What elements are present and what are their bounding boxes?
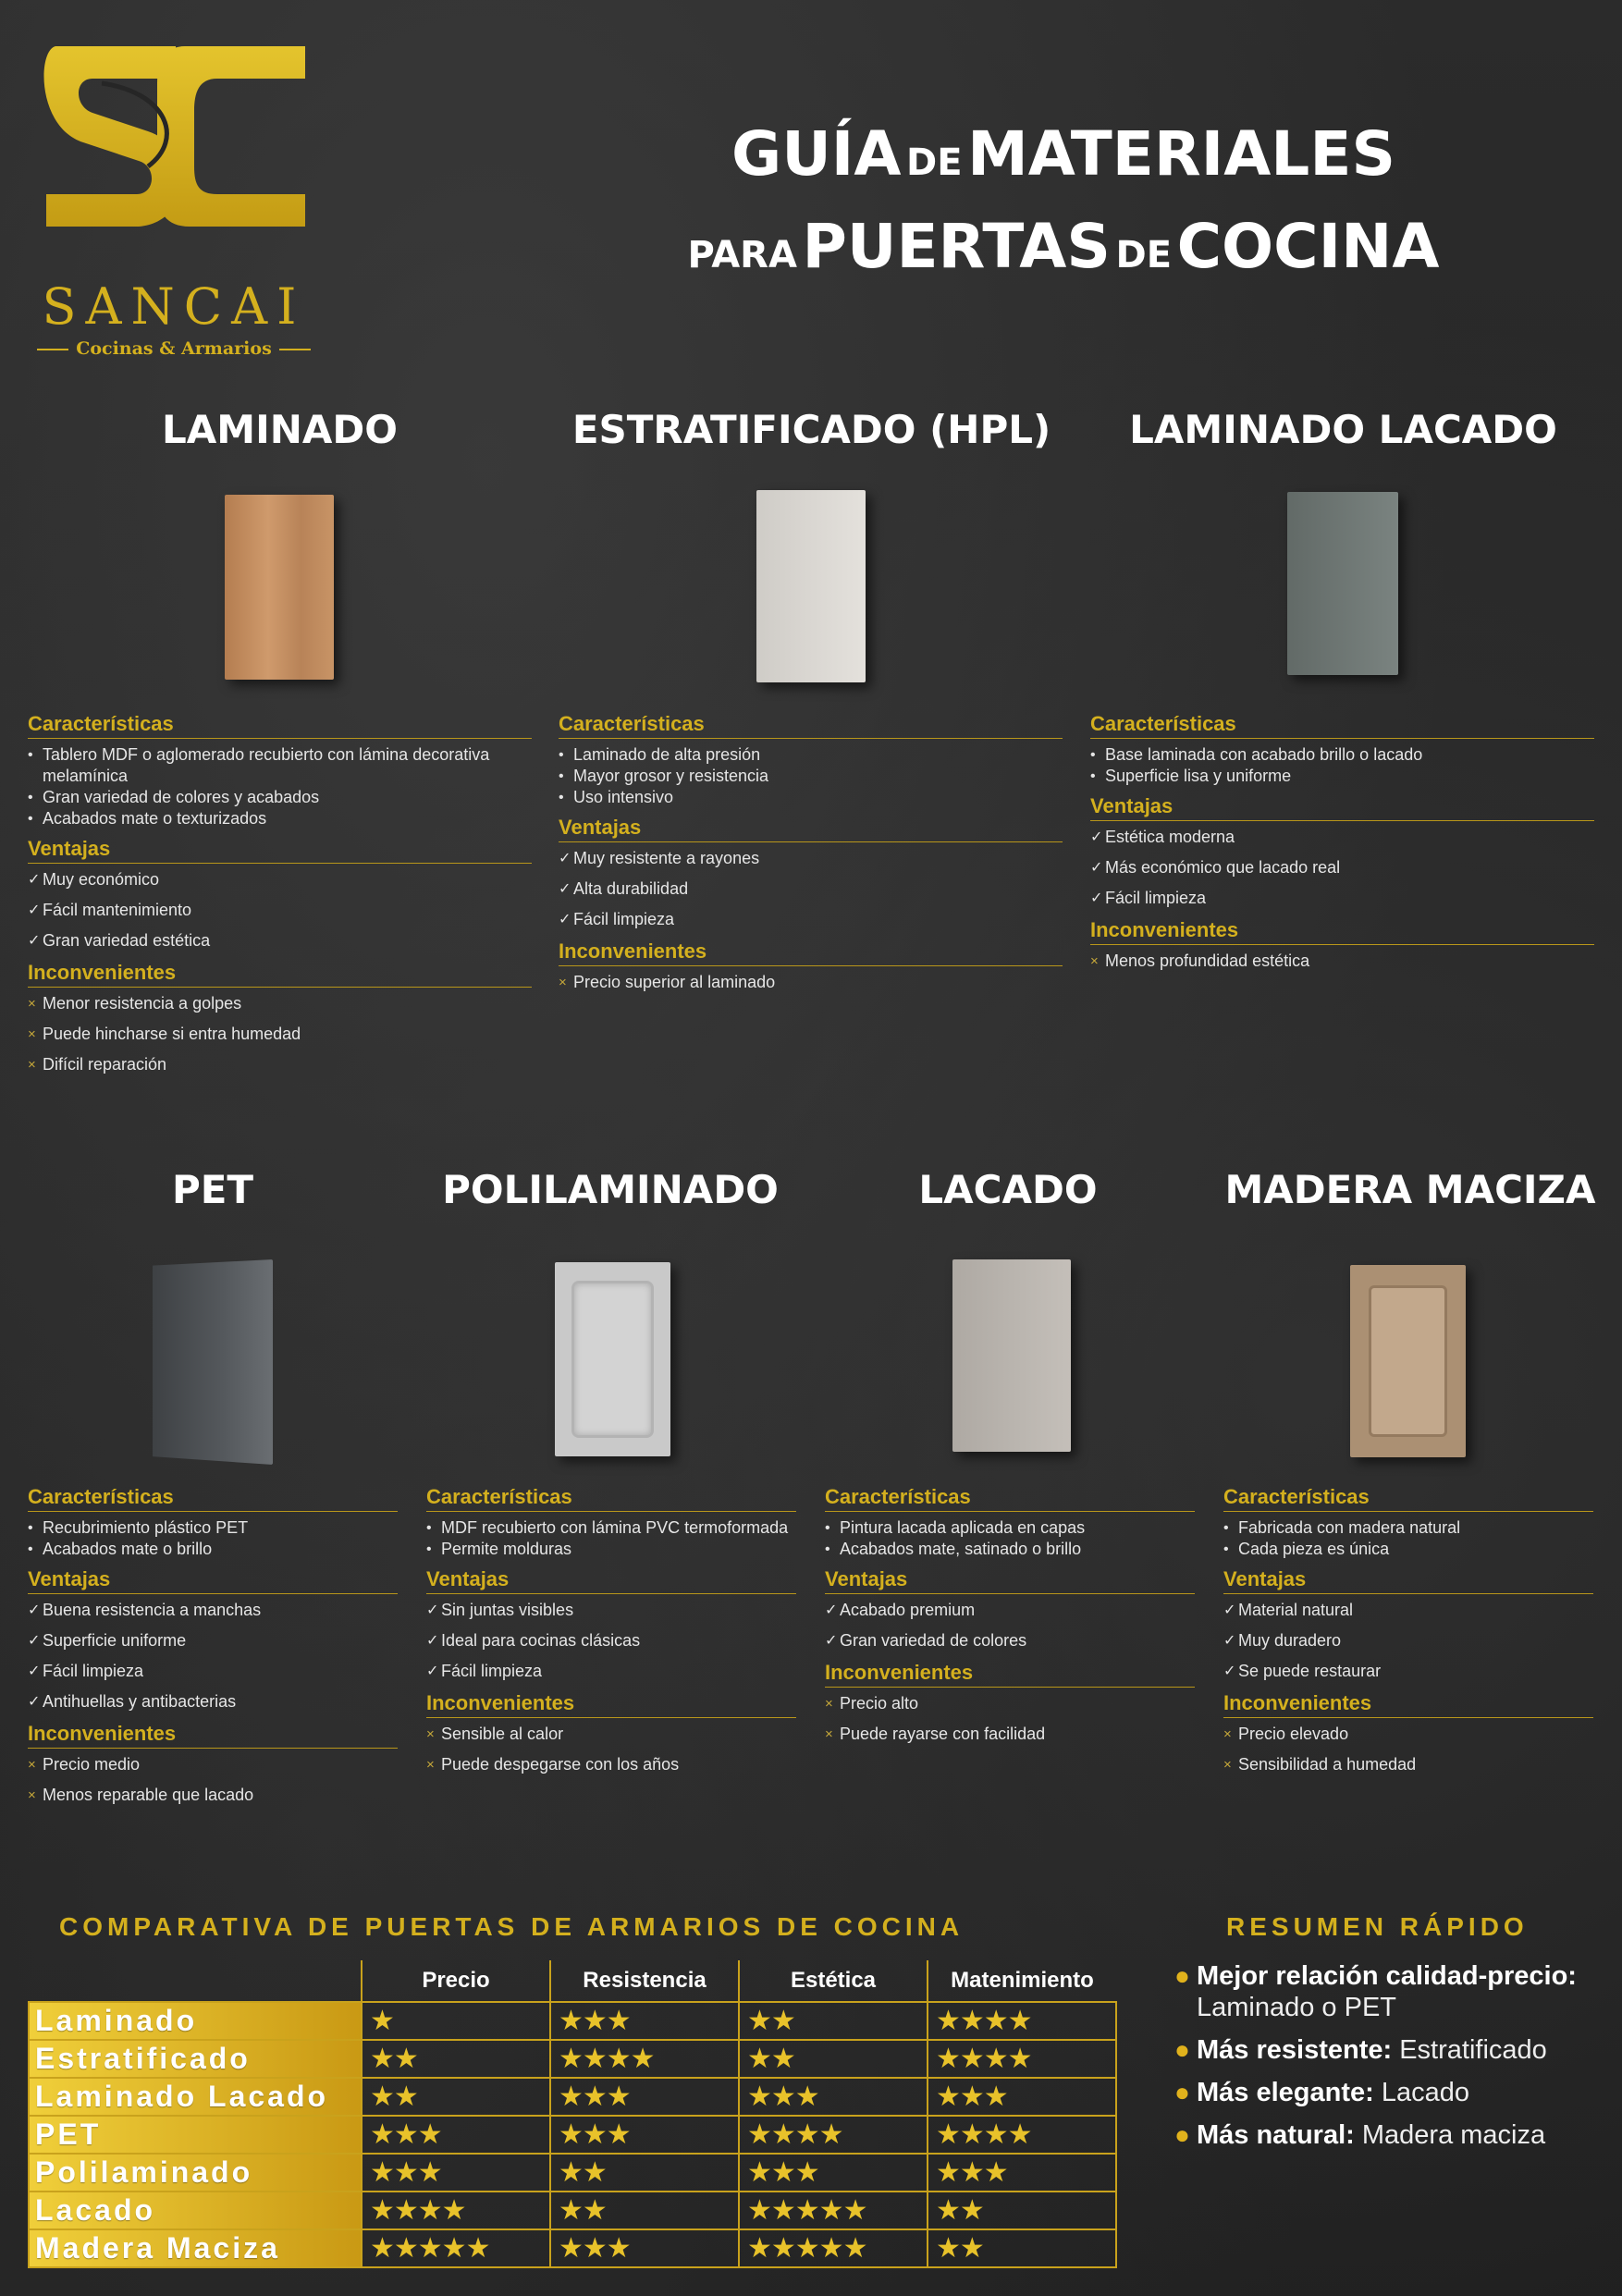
page-title: GUÍA DE MATERIALES: [731, 118, 1395, 190]
material-block-estratificado: Características • Laminado de alta presión • Mayor grosor y resistencia • Uso intensivo Ventajas ✓ Muy resistente a rayones ✓ Alta durabilidad ✓ Fácil limpieza Inconvenientes × Precio superior al laminado: [559, 705, 1063, 1002]
section-inconvenientes: Inconvenientes: [28, 1722, 398, 1749]
section-caracteristicas: Características: [28, 1485, 398, 1512]
ventaja-item: Fácil limpieza: [573, 910, 675, 928]
summary-list: [1174, 1960, 1609, 2162]
check-icon: ✓: [426, 1633, 439, 1649]
ventaja-item: Acabado premium: [840, 1601, 976, 1619]
row-material-name: PET: [29, 2116, 362, 2154]
ventaja-item: Gran variedad estética: [43, 931, 211, 950]
sancai-logo-mark: [37, 28, 314, 245]
check-icon: ✓: [28, 872, 41, 888]
check-icon: ✓: [1223, 1602, 1236, 1618]
star-rating: ★★: [362, 2040, 550, 2078]
row-material-name: Polilaminado: [29, 2154, 362, 2192]
ventaja-item: Buena resistencia a manchas: [43, 1601, 262, 1619]
inconveniente-item: Menos profundidad estética: [1105, 952, 1310, 970]
cross-icon: ×: [825, 1696, 833, 1712]
ventaja-item: Más económico que lacado real: [1105, 858, 1341, 877]
door-panel-molding: [571, 1281, 654, 1438]
table-corner: [29, 1960, 362, 2002]
table-row: [29, 2154, 1116, 2192]
column-header: Matenimiento: [928, 1960, 1116, 2002]
ventaja-item: Ideal para cocinas clásicas: [441, 1631, 641, 1650]
bullet-icon: ●: [1174, 2035, 1190, 2064]
check-icon: ✓: [559, 881, 571, 897]
ventaja-item: Sin juntas visibles: [441, 1601, 574, 1619]
section-caracteristicas: Características: [825, 1485, 1195, 1512]
section-ventajas: Ventajas: [559, 816, 1063, 842]
check-icon: ✓: [28, 933, 41, 949]
check-icon: ✓: [28, 1633, 41, 1649]
cross-icon: ×: [1223, 1726, 1232, 1742]
material-title-laminado-lacado: LAMINADO LACADO: [1129, 407, 1557, 452]
star-rating: ★★★★: [550, 2040, 739, 2078]
section-ventajas: Ventajas: [426, 1567, 796, 1594]
caracteristica-item: Pintura lacada aplicada en capas: [840, 1518, 1086, 1537]
table-row: [29, 2040, 1116, 2078]
star-rating: ★★★: [550, 2078, 739, 2116]
material-block-polilaminado: Características • MDF recubierto con lámina PVC termoformada • Permite molduras Ventajas ✓ Sin juntas visibles ✓ Ideal para cocinas clásicas ✓ Fácil limpieza Inconvenientes × Sensible al calor × Puede despegarse con los años: [426, 1478, 796, 1785]
star-rating: ★★★★: [739, 2116, 928, 2154]
column-header: Precio: [362, 1960, 550, 2002]
inconveniente-item: Sensibilidad a humedad: [1238, 1755, 1417, 1774]
star-rating: ★★: [362, 2078, 550, 2116]
inconveniente-item: Puede rayarse con facilidad: [840, 1725, 1046, 1743]
star-rating: ★★★★★: [739, 2192, 928, 2229]
caracteristica-item: Superficie lisa y uniforme: [1105, 767, 1292, 785]
door-pet: [153, 1259, 273, 1465]
ventaja-item: Muy duradero: [1238, 1631, 1342, 1650]
summary-item: ● Más resistente: Estratificado: [1174, 2035, 1547, 2065]
row-material-name: Lacado: [29, 2192, 362, 2229]
material-block-laminado: Características • Tablero MDF o aglomerado recubierto con lámina decorativa melamínica • Gran variedad de colores y acabados • Acabados mate o texturizados Ventajas ✓ Muy económico ✓ Fácil mantenimiento ✓ Gran variedad estética Inconvenientes × Menor resistencia a golpes × Puede hincharse si entra humedad × Difícil reparación: [28, 705, 532, 1085]
door-panel-molding: [1369, 1285, 1447, 1437]
inconveniente-item: Sensible al calor: [441, 1725, 564, 1743]
ventaja-item: Material natural: [1238, 1601, 1354, 1619]
inconveniente-item: Menos reparable que lacado: [43, 1786, 254, 1804]
check-icon: ✓: [426, 1664, 439, 1679]
table-row: [29, 2192, 1116, 2229]
inconveniente-item: Precio alto: [840, 1694, 919, 1713]
cross-icon: ×: [1090, 953, 1099, 969]
check-icon: ✓: [28, 1694, 41, 1710]
caracteristica-item: Recubrimiento plástico PET: [43, 1518, 249, 1537]
comparison-table: [28, 1960, 1117, 2268]
caracteristica-item: Uso intensivo: [573, 788, 674, 806]
door-madera-maciza: [1350, 1265, 1466, 1457]
cross-icon: ×: [1223, 1757, 1232, 1773]
row-material-name: Madera Maciza: [29, 2229, 362, 2267]
ventaja-item: Fácil limpieza: [1105, 889, 1207, 907]
ventaja-item: Superficie uniforme: [43, 1631, 187, 1650]
material-title-madera-maciza: MADERA MACIZA: [1224, 1167, 1596, 1212]
cross-icon: ×: [426, 1757, 435, 1773]
table-row: [29, 2116, 1116, 2154]
inconveniente-item: Precio medio: [43, 1755, 141, 1774]
brand-name: SANCAI: [42, 277, 306, 336]
section-caracteristicas: Características: [426, 1485, 796, 1512]
star-rating: ★★★★: [362, 2192, 550, 2229]
caracteristica-item: Gran variedad de colores y acabados: [43, 788, 320, 806]
star-rating: ★★★: [739, 2078, 928, 2116]
star-rating: ★: [362, 2002, 550, 2040]
inconveniente-item: Difícil reparación: [43, 1055, 167, 1074]
material-title-laminado: LAMINADO: [162, 407, 398, 452]
material-title-pet: PET: [171, 1167, 254, 1212]
star-rating: ★★★★: [928, 2116, 1116, 2154]
ventaja-item: Muy económico: [43, 870, 160, 889]
cross-icon: ×: [28, 1757, 36, 1773]
star-rating: ★★★★: [928, 2040, 1116, 2078]
star-rating: ★★★: [362, 2116, 550, 2154]
cross-icon: ×: [559, 975, 567, 990]
material-title-lacado: LACADO: [918, 1167, 1098, 1212]
check-icon: ✓: [1090, 890, 1103, 906]
star-rating: ★★★: [739, 2154, 928, 2192]
check-icon: ✓: [825, 1633, 838, 1649]
bullet-icon: ●: [1174, 1961, 1190, 1990]
star-rating: ★★: [928, 2192, 1116, 2229]
star-rating: ★★★: [550, 2229, 739, 2267]
comparison-title: COMPARATIVA DE PUERTAS DE ARMARIOS DE COCINA: [59, 1912, 965, 1941]
check-icon: ✓: [1223, 1664, 1236, 1679]
summary-title: RESUMEN RÁPIDO: [1226, 1912, 1529, 1941]
star-rating: ★★: [550, 2154, 739, 2192]
material-block-lacado: Características • Pintura lacada aplicada en capas • Acabados mate, satinado o brillo Ventajas ✓ Acabado premium ✓ Gran variedad de colores Inconvenientes × Precio alto × Puede rayarse con facilidad: [825, 1478, 1195, 1754]
section-inconvenientes: Inconvenientes: [28, 961, 532, 988]
column-header: Resistencia: [550, 1960, 739, 2002]
bullet-icon: ●: [1174, 2120, 1190, 2149]
ventaja-item: Muy resistente a rayones: [573, 849, 760, 867]
star-rating: ★★★★★: [362, 2229, 550, 2267]
star-rating: ★★★★★: [739, 2229, 928, 2267]
check-icon: ✓: [28, 1602, 41, 1618]
material-title-estratificado: ESTRATIFICADO (HPL): [571, 407, 1051, 452]
star-rating: ★★★: [362, 2154, 550, 2192]
star-rating: ★★: [550, 2192, 739, 2229]
column-header: Estética: [739, 1960, 928, 2002]
cross-icon: ×: [28, 1057, 36, 1073]
inconveniente-item: Precio elevado: [1238, 1725, 1349, 1743]
section-caracteristicas: Características: [28, 712, 532, 739]
cross-icon: ×: [825, 1726, 833, 1742]
caracteristica-item: Mayor grosor y resistencia: [573, 767, 769, 785]
summary-item: ● Más natural: Madera maciza: [1174, 2120, 1546, 2150]
check-icon: ✓: [1090, 860, 1103, 876]
ventaja-item: Alta durabilidad: [573, 879, 689, 898]
check-icon: ✓: [28, 902, 41, 918]
caracteristica-item: Acabados mate, satinado o brillo: [840, 1540, 1082, 1558]
caracteristica-item: MDF recubierto con lámina PVC termoformada: [441, 1518, 789, 1537]
cross-icon: ×: [426, 1726, 435, 1742]
section-caracteristicas: Características: [1223, 1485, 1593, 1512]
inconveniente-item: Puede despegarse con los años: [441, 1755, 680, 1774]
star-rating: ★★★: [550, 2116, 739, 2154]
check-icon: ✓: [559, 851, 571, 866]
star-rating: ★★: [928, 2229, 1116, 2267]
star-rating: ★★★: [550, 2002, 739, 2040]
summary-item: ● Mejor relación calidad-precio: Laminado o PET: [1174, 1961, 1577, 2022]
caracteristica-item: Tablero MDF o aglomerado recubierto con lámina decorativa melamínica: [43, 745, 490, 785]
caracteristica-item: Laminado de alta presión: [573, 745, 761, 764]
door-laminado-lacado: [1287, 492, 1398, 675]
inconveniente-item: Puede hincharse si entra humedad: [43, 1025, 301, 1043]
door-laminado: [225, 495, 334, 680]
cross-icon: ×: [28, 1787, 36, 1803]
table-row: [29, 2078, 1116, 2116]
check-icon: ✓: [28, 1664, 41, 1679]
star-rating: ★★★: [928, 2078, 1116, 2116]
inconveniente-item: Menor resistencia a golpes: [43, 994, 242, 1013]
section-ventajas: Ventajas: [28, 837, 532, 864]
ventaja-item: Fácil mantenimiento: [43, 901, 192, 919]
section-inconvenientes: Inconvenientes: [426, 1691, 796, 1718]
page-title-line2: PARA PUERTAS DE COCINA: [687, 211, 1440, 282]
section-inconvenientes: Inconvenientes: [1090, 918, 1594, 945]
caracteristica-item: Acabados mate o brillo: [43, 1540, 213, 1558]
cross-icon: ×: [28, 1026, 36, 1042]
door-estratificado: [756, 490, 866, 682]
section-inconvenientes: Inconvenientes: [1223, 1691, 1593, 1718]
caracteristica-item: Base laminada con acabado brillo o lacado: [1105, 745, 1423, 764]
ventaja-item: Fácil limpieza: [441, 1662, 543, 1680]
section-caracteristicas: Características: [1090, 712, 1594, 739]
brand-tagline: Cocinas & Armarios: [26, 338, 322, 359]
section-ventajas: Ventajas: [1223, 1567, 1593, 1594]
caracteristica-item: Fabricada con madera natural: [1238, 1518, 1461, 1537]
material-block-madera-maciza: Características • Fabricada con madera natural • Cada pieza es única Ventajas ✓ Material natural ✓ Muy duradero ✓ Se puede restaurar Inconvenientes × Precio elevado × Sensibilidad a humedad: [1223, 1478, 1593, 1785]
material-block-pet: Características • Recubrimiento plástico PET • Acabados mate o brillo Ventajas ✓ Buena resistencia a manchas ✓ Superficie uniforme ✓ Fácil limpieza ✓ Antihuellas y antibacterias Inconvenientes × Precio medio × Menos reparable que lacado: [28, 1478, 398, 1815]
caracteristica-item: Permite molduras: [441, 1540, 572, 1558]
check-icon: ✓: [559, 912, 571, 927]
table-row: [29, 2002, 1116, 2040]
material-title-polilaminado: POLILAMINADO: [442, 1167, 779, 1212]
door-polilaminado: [555, 1262, 670, 1456]
caracteristica-item: Acabados mate o texturizados: [43, 809, 267, 828]
check-icon: ✓: [825, 1602, 838, 1618]
section-ventajas: Ventajas: [825, 1567, 1195, 1594]
ventaja-item: Fácil limpieza: [43, 1662, 144, 1680]
door-lacado: [952, 1259, 1071, 1452]
ventaja-item: Antihuellas y antibacterias: [43, 1692, 237, 1711]
ventaja-item: Se puede restaurar: [1238, 1662, 1382, 1680]
section-ventajas: Ventajas: [28, 1567, 398, 1594]
check-icon: ✓: [426, 1602, 439, 1618]
row-material-name: Laminado Lacado: [29, 2078, 362, 2116]
star-rating: ★★: [739, 2040, 928, 2078]
caracteristica-item: Cada pieza es única: [1238, 1540, 1390, 1558]
star-rating: ★★: [739, 2002, 928, 2040]
inconveniente-item: Precio superior al laminado: [573, 973, 776, 991]
row-material-name: Estratificado: [29, 2040, 362, 2078]
check-icon: ✓: [1090, 829, 1103, 845]
row-material-name: Laminado: [29, 2002, 362, 2040]
star-rating: ★★★★: [928, 2002, 1116, 2040]
section-inconvenientes: Inconvenientes: [559, 939, 1063, 966]
check-icon: ✓: [1223, 1633, 1236, 1649]
bullet-icon: ●: [1174, 2078, 1190, 2106]
cross-icon: ×: [28, 996, 36, 1012]
table-row: [29, 2229, 1116, 2267]
summary-item: ● Más elegante: Lacado: [1174, 2078, 1470, 2107]
star-rating: ★★★: [928, 2154, 1116, 2192]
section-caracteristicas: Características: [559, 712, 1063, 739]
ventaja-item: Gran variedad de colores: [840, 1631, 1027, 1650]
section-inconvenientes: Inconvenientes: [825, 1661, 1195, 1688]
section-ventajas: Ventajas: [1090, 794, 1594, 821]
ventaja-item: Estética moderna: [1105, 828, 1235, 846]
material-block-laminado-lacado: Características • Base laminada con acabado brillo o lacado • Superficie lisa y uniforme Ventajas ✓ Estética moderna ✓ Más económico que lacado real ✓ Fácil limpieza Inconvenientes × Menos profundidad estética: [1090, 705, 1594, 981]
